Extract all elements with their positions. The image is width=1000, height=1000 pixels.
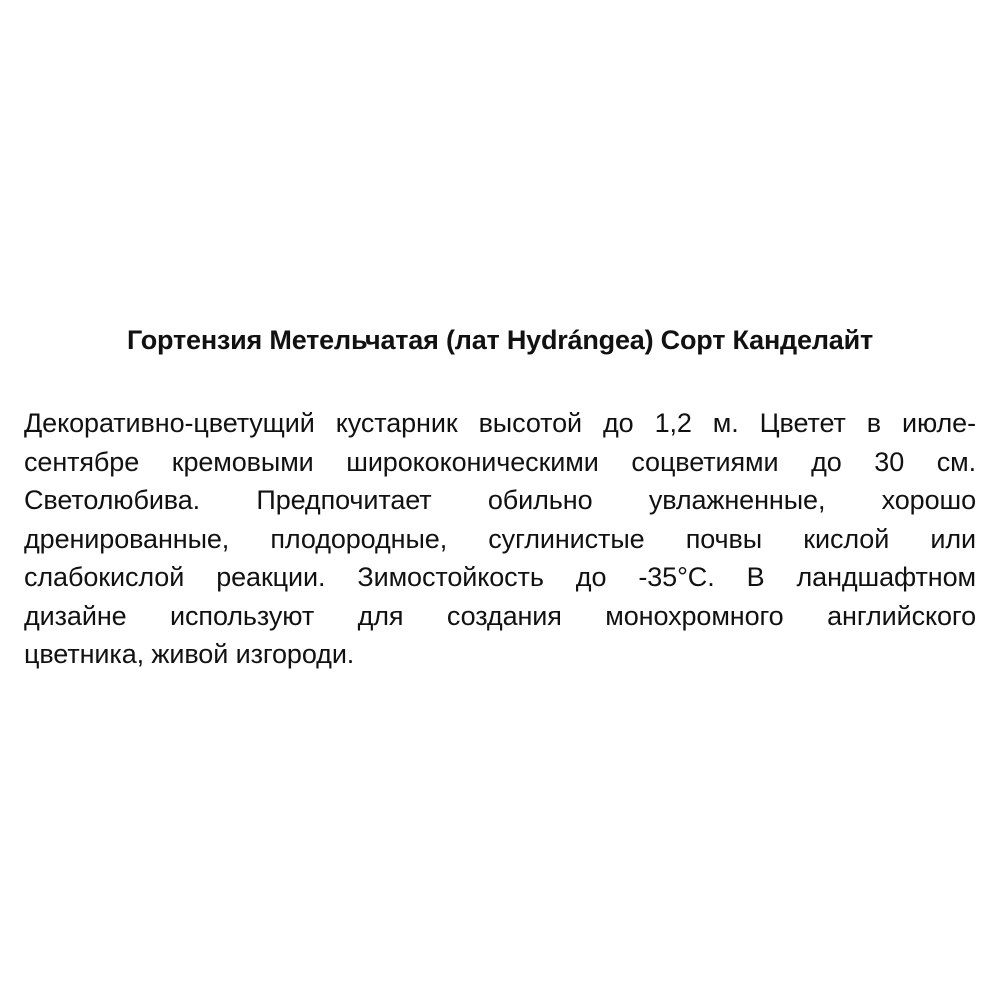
description-line: Декоративно-цветущий кустарник высотой до 1,2 м. Цветет в июле- <box>24 408 976 438</box>
description-line: дренированные, плодородные, суглинистые почвы кислой или <box>24 523 976 554</box>
description-line: цветника, живой изгороди. <box>24 639 355 669</box>
description-line: слабокислой реакции. Зимостойкость до -35°С. В ландшафтном <box>24 562 976 592</box>
description-body <box>24 404 976 674</box>
description-line: дизайне используют для создания монохромного английского <box>24 600 976 631</box>
description-line: Светолюбива. Предпочитает обильно увлажненные, хорошо <box>24 485 976 515</box>
description-line: сентябре кремовыми ширококоническими соцветиями до 30 см. <box>24 446 976 477</box>
document-title: Гортензия Метельчатая (лат Hydrángea) Сорт Канделайт <box>126 325 874 355</box>
product-description <box>24 318 976 674</box>
